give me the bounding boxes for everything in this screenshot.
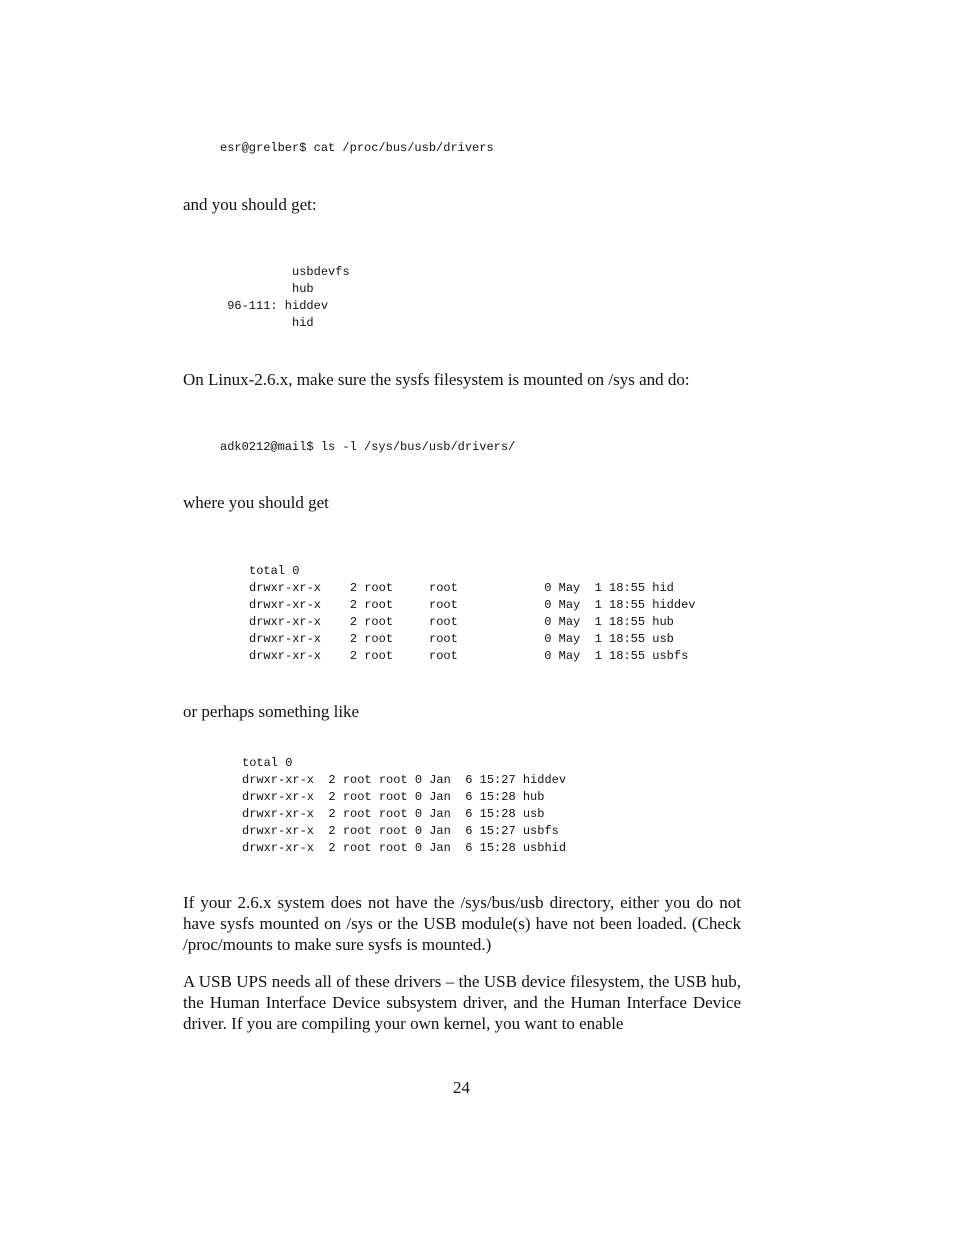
text-or-perhaps: or perhaps something like: [183, 702, 360, 721]
text-where-you-should-get: where you should get: [183, 493, 329, 512]
output-line: drwxr-xr-x 2 root root 0 May 1 18:55 hiddev: [249, 598, 696, 612]
output-line: drwxr-xr-x 2 root root 0 Jan 6 15:28 hub: [242, 790, 545, 804]
output-line: hid: [220, 316, 314, 330]
output-line: drwxr-xr-x 2 root root 0 Jan 6 15:27 hiddev: [242, 773, 567, 787]
paragraph-usb-ups-drivers: A USB UPS needs all of these drivers – the USB device filesystem, the USB hub, the Human Interface Device subsystem driver, and the Human Interface Device driver. If you are compiling your own kernel, you want to enable: [183, 972, 741, 1033]
command-ls-sysfs: adk0212@mail$ ls -l /sys/bus/usb/drivers/: [220, 440, 516, 454]
output-line: usbdevfs: [292, 265, 350, 279]
output-line: total 0: [242, 756, 293, 770]
output-line: drwxr-xr-x 2 root root 0 Jan 6 15:27 usbfs: [242, 824, 559, 838]
output-line: drwxr-xr-x 2 root root 0 May 1 18:55 usb: [249, 632, 674, 646]
output-line: drwxr-xr-x 2 root root 0 Jan 6 15:28 usbhid: [242, 841, 567, 855]
output-line: total 0: [249, 564, 300, 578]
output-line: 96-111: hiddev: [227, 299, 329, 313]
drivers-output: [220, 264, 350, 332]
output-line: drwxr-xr-x 2 root root 0 Jan 6 15:28 usb: [242, 807, 545, 821]
output-line: hub: [292, 282, 314, 296]
text-linux-26-instructions: On Linux-2.6.x, make sure the sysfs filesystem is mounted on /sys and do:: [183, 370, 690, 389]
paragraph-sysfs-missing: If your 2.6.x system does not have the /sys/bus/usb directory, either you do not have sysfs mounted on /sys or the USB module(s) have not been loaded. (Check /proc/mounts to make sure sysfs is mounted.): [183, 893, 741, 954]
ls-output-first: [249, 563, 695, 665]
output-line: drwxr-xr-x 2 root root 0 May 1 18:55 hid: [249, 581, 674, 595]
output-line: drwxr-xr-x 2 root root 0 May 1 18:55 hub: [249, 615, 674, 629]
ls-output-second: [242, 755, 566, 857]
output-line: drwxr-xr-x 2 root root 0 May 1 18:55 usbfs: [249, 649, 689, 663]
command-cat-drivers: esr@grelber$ cat /proc/bus/usb/drivers: [220, 141, 494, 155]
text-and-you-should-get: and you should get:: [183, 195, 317, 214]
page-number: 24: [453, 1078, 470, 1097]
